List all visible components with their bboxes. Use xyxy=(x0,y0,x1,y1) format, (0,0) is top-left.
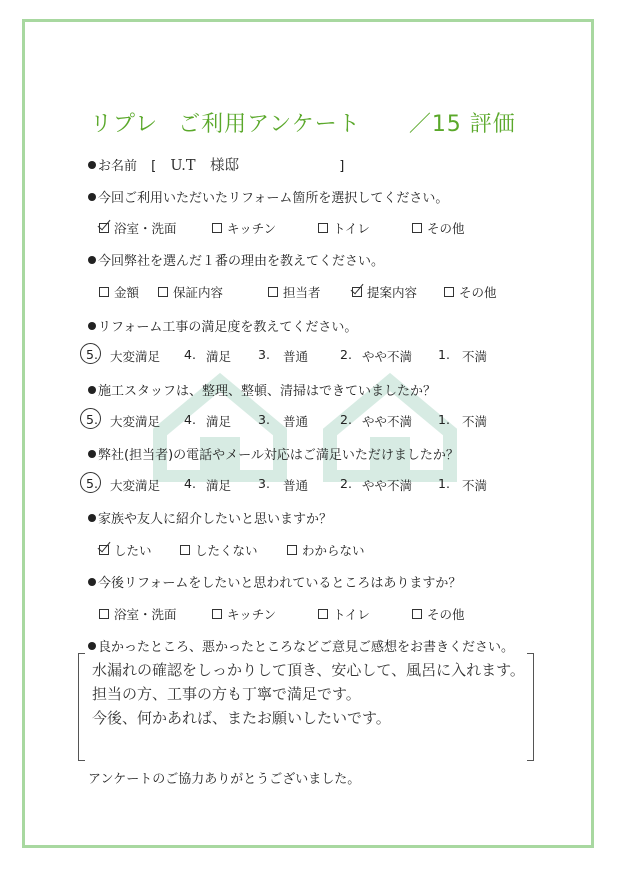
q4-option-3[interactable]: 3. xyxy=(258,412,270,427)
checkbox-icon[interactable] xyxy=(318,609,328,619)
q4-option-1[interactable]: 1. xyxy=(438,412,450,427)
bullet-icon xyxy=(88,256,96,264)
q1-option[interactable]: トイレ xyxy=(318,219,370,237)
question-3: リフォーム工事の満足度を教えてください。 xyxy=(88,316,357,335)
q5-option-3[interactable]: 3. xyxy=(258,476,270,491)
comment-line: 今後、何かあれば、またお願いしたいです。 xyxy=(92,709,391,727)
q3-option-5[interactable]: 5. xyxy=(86,347,98,362)
q1-option[interactable]: その他 xyxy=(412,219,465,237)
selection-circle xyxy=(80,408,101,429)
question-7: 今後リフォームをしたいと思われているところはありますか？ xyxy=(88,572,461,591)
bullet-icon xyxy=(88,514,96,522)
brand-name: リプレ xyxy=(90,112,159,137)
q7-option[interactable]: 浴室・洗面 xyxy=(99,605,177,623)
checkbox-icon[interactable] xyxy=(444,287,454,297)
question-6: 家族や友人に紹介したいと思いますか？ xyxy=(88,508,332,527)
checkbox-icon[interactable] xyxy=(180,545,190,555)
checkbox-icon[interactable] xyxy=(99,609,109,619)
selection-circle xyxy=(80,343,101,364)
q2-option[interactable]: 金額 xyxy=(99,283,139,301)
q5-option-5[interactable]: 5. xyxy=(86,476,98,491)
checkbox-icon[interactable] xyxy=(318,223,328,233)
q7-option[interactable]: その他 xyxy=(412,605,465,623)
q6-option[interactable]: わからない xyxy=(287,541,365,559)
survey-name: ご利用アンケート xyxy=(178,112,361,137)
q5-option-4[interactable]: 4. xyxy=(184,476,196,491)
comment-line: 担当の方、工事の方も丁寧で満足です。 xyxy=(92,685,361,703)
bracket-right xyxy=(527,653,534,761)
bracket-left xyxy=(78,653,85,761)
q7-option[interactable]: キッチン xyxy=(212,605,276,623)
name-value[interactable]: U.T 様邸 xyxy=(170,158,240,174)
question-2: 今回弊社を選んだ１番の理由を教えてください。 xyxy=(88,250,384,269)
q2-option[interactable]: その他 xyxy=(444,283,497,301)
q3-option-3[interactable]: 3. xyxy=(258,347,270,362)
q5-option-1[interactable]: 1. xyxy=(438,476,450,491)
checkbox-icon[interactable] xyxy=(158,287,168,297)
checkbox-icon[interactable] xyxy=(287,545,297,555)
q2-option[interactable]: 保証内容 xyxy=(158,283,223,301)
checkbox-checked-icon[interactable] xyxy=(99,223,109,233)
checkbox-icon[interactable] xyxy=(268,287,278,297)
bullet-icon xyxy=(88,642,96,650)
survey-title xyxy=(90,107,516,138)
bullet-icon xyxy=(88,578,96,586)
q4-option-4[interactable]: 4. xyxy=(184,412,196,427)
checkbox-icon[interactable] xyxy=(412,223,422,233)
q2-option[interactable]: 提案内容 xyxy=(352,283,417,301)
q1-option[interactable]: キッチン xyxy=(212,219,276,237)
rating-label: ／15 評価 xyxy=(408,112,516,137)
q3-option-2[interactable]: 2. xyxy=(340,347,352,362)
checkbox-icon[interactable] xyxy=(99,287,109,297)
bullet-icon xyxy=(88,161,96,169)
question-1: 今回ご利用いただいたリフォーム箇所を選択してください。 xyxy=(88,187,448,206)
bullet-icon xyxy=(88,450,96,458)
checkbox-checked-icon[interactable] xyxy=(99,545,109,555)
comment-box[interactable] xyxy=(78,653,534,759)
q5-option-2[interactable]: 2. xyxy=(340,476,352,491)
checkbox-icon[interactable] xyxy=(212,223,222,233)
q4-option-2[interactable]: 2. xyxy=(340,412,352,427)
name-question: お名前 [ U.T 様邸 ] xyxy=(88,154,344,175)
q6-option[interactable]: したい xyxy=(99,541,152,559)
comment-line: 水漏れの確認をしっかりして頂き、安心して、風呂に入れます。 xyxy=(92,661,525,679)
q3-option-4[interactable]: 4. xyxy=(184,347,196,362)
question-8: 良かったところ、悪かったところなどご意見ご感想をお書きください。 xyxy=(88,636,514,655)
q2-option[interactable]: 担当者 xyxy=(268,283,321,301)
checkbox-icon[interactable] xyxy=(412,609,422,619)
footer-thanks: アンケートのご協力ありがとうございました。 xyxy=(88,772,361,787)
bullet-icon xyxy=(88,386,96,394)
q7-option[interactable]: トイレ xyxy=(318,605,370,623)
selection-circle xyxy=(80,472,101,493)
question-4: 施工スタッフは、整理、整頓、清掃はできていましたか？ xyxy=(88,380,436,399)
checkbox-checked-icon[interactable] xyxy=(352,287,362,297)
q6-option[interactable]: したくない xyxy=(180,541,258,559)
q3-option-1[interactable]: 1. xyxy=(438,347,450,362)
bullet-icon xyxy=(88,193,96,201)
q4-option-5[interactable]: 5. xyxy=(86,412,98,427)
checkbox-icon[interactable] xyxy=(212,609,222,619)
question-5: 弊社(担当者)の電話やメール対応はご満足いただけましたか？ xyxy=(88,444,459,463)
q1-option[interactable]: 浴室・洗面 xyxy=(99,219,177,237)
bullet-icon xyxy=(88,322,96,330)
